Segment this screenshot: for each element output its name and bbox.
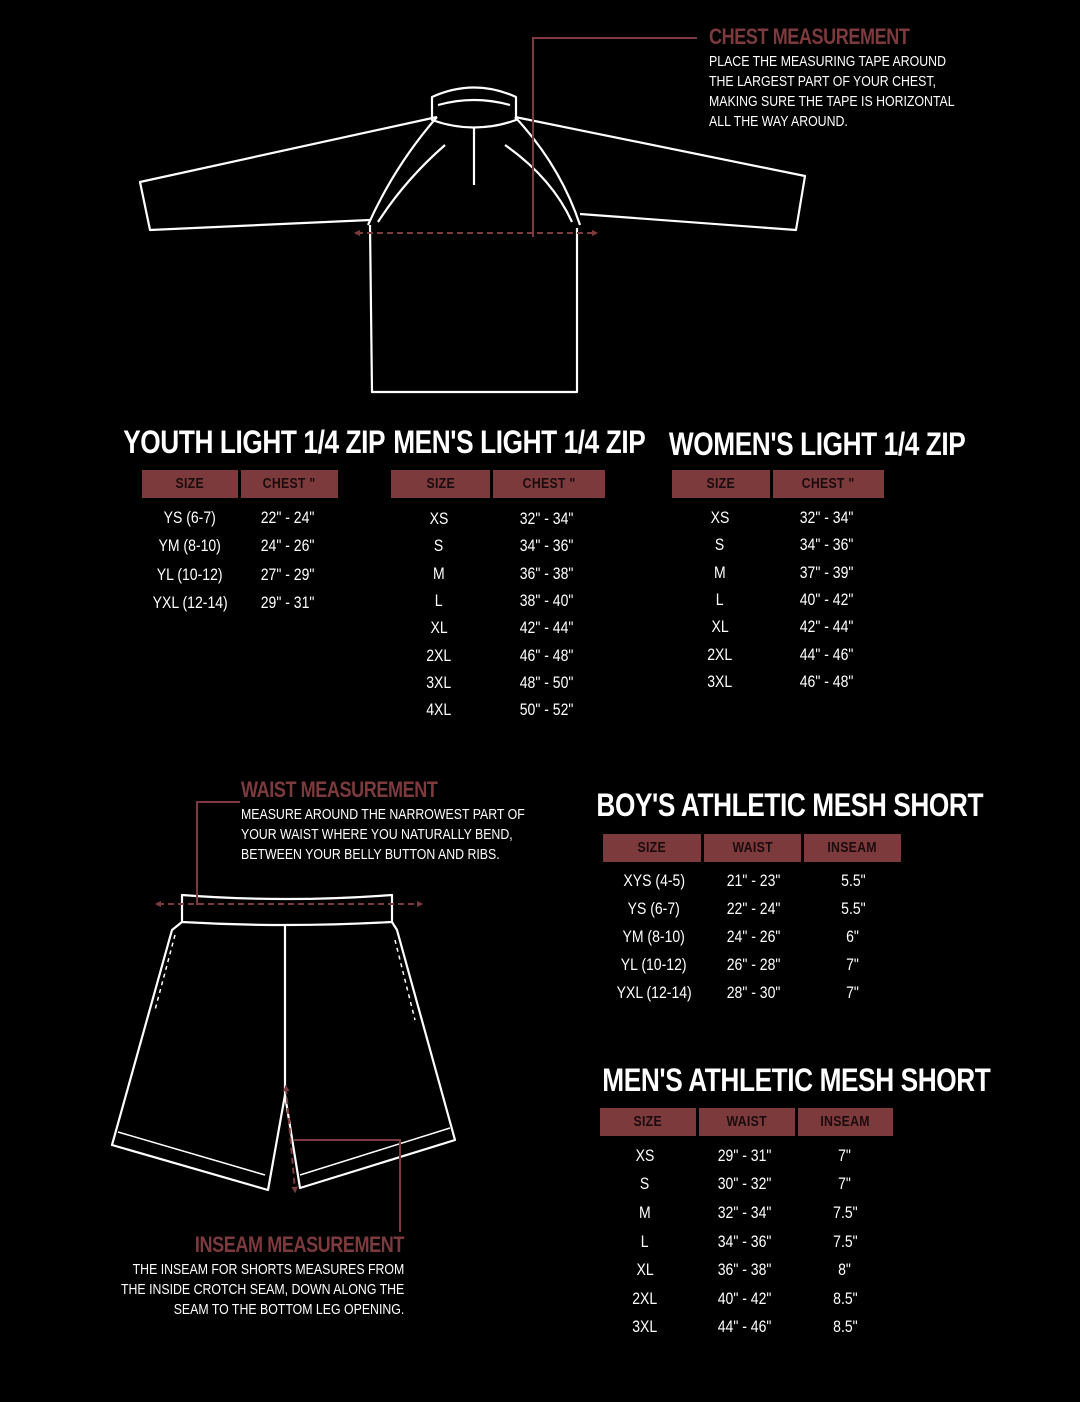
header-inseam: INSEAM [804, 834, 901, 862]
chest-description-line: PLACE THE MEASURING TAPE AROUND [709, 54, 946, 70]
table-row: 2XL 46" - 48" [426, 646, 574, 665]
table-row: XL 36" - 38" 8" [636, 1261, 852, 1280]
table-row: YXL (12-14) 29" - 31" [152, 594, 315, 613]
header-chest: CHEST " [493, 470, 605, 498]
table-row: S 34" - 36" [715, 536, 854, 555]
table-row: S 34" - 36" [434, 537, 574, 556]
header-chest: CHEST " [773, 470, 884, 498]
table-row: XYS (4-5) 21" - 23" 5.5" [623, 872, 866, 891]
table-row: YXL (12-14) 28" - 30" 7" [616, 983, 860, 1002]
table-row: 2XL 40" - 42" 8.5" [632, 1289, 858, 1308]
table-row: L 38" - 40" [435, 592, 574, 611]
chest-description-line: ALL THE WAY AROUND. [709, 114, 848, 130]
table-title: BOY'S ATHLETIC MESH SHORT [596, 787, 984, 823]
table-title: MEN'S LIGHT 1/4 ZIP [393, 424, 646, 460]
table-row: XS 32" - 34" [710, 509, 854, 528]
table-body [603, 868, 903, 1007]
header-size: SIZE [600, 1108, 696, 1136]
table-body [600, 1142, 890, 1342]
table-row: XL 42" - 44" [430, 619, 574, 638]
chest-description-line: THE LARGEST PART OF YOUR CHEST, [709, 74, 936, 90]
table-row: 4XL 50" - 52" [426, 701, 574, 720]
athletic-shorts-icon [112, 895, 455, 1190]
table-row: 3XL 48" - 50" [426, 673, 574, 692]
inseam-description-line: THE INSIDE CROTCH SEAM, DOWN ALONG THE [120, 1282, 404, 1298]
table-row: M 37" - 39" [714, 563, 854, 582]
table-row: YM (8-10) 24" - 26" [158, 537, 315, 556]
waist-description-line: YOUR WAIST WHERE YOU NATURALLY BEND, [241, 827, 513, 843]
chest-description-line: MAKING SURE THE TAPE IS HORIZONTAL [709, 94, 955, 110]
table-row: YS (6-7) 22" - 24" 5.5" [627, 900, 866, 919]
header-waist: WAIST [704, 834, 801, 862]
table-row: YL (10-12) 27" - 29" [157, 565, 315, 584]
table-row: YS (6-7) 22" - 24" [163, 508, 315, 527]
table-header [603, 834, 901, 862]
table-body [391, 506, 607, 724]
inseam-description-line: SEAM TO THE BOTTOM LEG OPENING. [173, 1302, 404, 1318]
table-title: MEN'S ATHLETIC MESH SHORT [602, 1062, 991, 1098]
chest-measurement-description [709, 52, 955, 132]
waist-measurement-description [241, 805, 525, 865]
quarter-zip-jacket-icon [140, 88, 805, 393]
waist-measurement-title: WAIST MEASUREMENT [241, 777, 438, 802]
header-size: SIZE [391, 470, 490, 498]
table-header [391, 470, 605, 498]
header-waist: WAIST [699, 1108, 795, 1136]
table-row: XS 29" - 31" 7" [635, 1146, 852, 1165]
table-row: 3XL 46" - 48" [707, 672, 854, 691]
inseam-description-line: THE INSEAM FOR SHORTS MEASURES FROM [132, 1262, 405, 1278]
inseam-measurement-title: INSEAM MEASUREMENT [194, 1232, 404, 1257]
table-row: XS 32" - 34" [429, 510, 574, 529]
waist-description-line: MEASURE AROUND THE NARROWEST PART OF [241, 807, 525, 823]
header-size: SIZE [672, 470, 770, 498]
table-row: YM (8-10) 24" - 26" 6" [622, 927, 860, 946]
header-chest: CHEST " [241, 470, 338, 498]
table-row: YL (10-12) 26" - 28" 7" [621, 955, 860, 974]
waist-description-line: BETWEEN YOUR BELLY BUTTON AND RIBS. [241, 847, 500, 863]
header-size: SIZE [603, 834, 701, 862]
inseam-measurement-description [121, 1260, 404, 1320]
table-row: M 32" - 34" 7.5" [639, 1203, 858, 1222]
table-row: 3XL 44" - 46" 8.5" [632, 1318, 858, 1337]
table-title: YOUTH LIGHT 1/4 ZIP [123, 424, 386, 460]
table-header [142, 470, 338, 498]
chest-measurement-title: CHEST MEASUREMENT [709, 24, 910, 49]
table-header [600, 1108, 893, 1136]
table-row: L 34" - 36" 7.5" [641, 1232, 858, 1251]
table-title: WOMEN'S LIGHT 1/4 ZIP [668, 426, 966, 462]
table-row: S 30" - 32" 7" [640, 1175, 852, 1194]
header-inseam: INSEAM [798, 1108, 893, 1136]
table-header [672, 470, 884, 498]
table-row: L 40" - 42" [716, 591, 854, 610]
table-row: M 36" - 38" [433, 564, 574, 583]
table-row: 2XL 44" - 46" [707, 645, 854, 664]
table-body [672, 505, 886, 696]
table-body [142, 504, 338, 618]
table-row: XL 42" - 44" [711, 618, 854, 637]
header-size: SIZE [142, 470, 238, 498]
